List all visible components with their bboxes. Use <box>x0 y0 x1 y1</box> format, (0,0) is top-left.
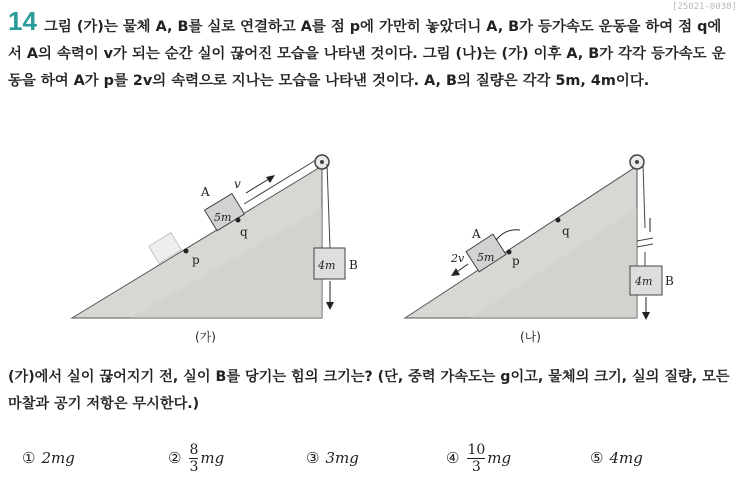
point-p-right-dot <box>507 250 512 255</box>
cut-mark-2 <box>637 244 653 247</box>
arrow-b-right-head <box>642 312 650 320</box>
block-b-right-mass: 4m <box>635 275 653 288</box>
question-number: 14 <box>8 6 37 36</box>
velocity-arrow-right-head <box>451 268 460 276</box>
answer-choices <box>0 438 743 478</box>
string-vertical-left <box>327 164 330 248</box>
block-b-left-label: B <box>349 258 358 272</box>
choice-1-mark: ① <box>22 449 36 467</box>
block-a-left-mass: 5m <box>214 211 232 224</box>
question-text: (가)에서 실이 끊어지기 전, 실이 B를 당기는 힘의 크기는? (단, 중력 가속도는 g이고, 물체의 크기, 실의 질량, 모든 마찰과 공기 저항은 무시한다.) <box>8 369 730 412</box>
problem-stem <box>8 14 733 95</box>
velocity-right-label: 2v <box>451 252 465 265</box>
point-q-left-label: q <box>240 225 248 239</box>
block-b-right-label: B <box>665 274 674 288</box>
choice-5-text: 4mg <box>609 449 643 467</box>
point-p-right-label: p <box>512 254 520 268</box>
point-q-right-dot <box>556 218 561 223</box>
choice-4-unit: mg <box>487 449 512 467</box>
velocity-arrow-left-head <box>266 175 275 183</box>
caption-right: (나) <box>520 330 541 344</box>
choice-4[interactable] <box>446 438 511 478</box>
choice-1-text: 2mg <box>41 449 75 467</box>
choice-5[interactable] <box>590 438 643 478</box>
choice-4-denominator: 3 <box>471 458 481 475</box>
block-a-right-label: A <box>472 227 481 241</box>
pulley-right-axle <box>635 160 639 164</box>
caption-left: (가) <box>195 330 216 344</box>
pulley-left-axle <box>320 160 324 164</box>
choice-4-fraction <box>467 442 485 475</box>
choice-3[interactable] <box>306 438 359 478</box>
cut-mark-1 <box>637 238 653 241</box>
figure <box>0 148 743 348</box>
point-q-right-label: q <box>562 224 570 238</box>
reference-code: [25021-0038] <box>671 2 737 12</box>
curved-mark-right <box>496 230 520 240</box>
figure-svg <box>0 148 743 348</box>
block-b-left-mass: 4m <box>318 259 336 272</box>
choice-1[interactable] <box>22 438 75 478</box>
choice-4-mark: ④ <box>446 449 460 467</box>
velocity-left-label: v <box>234 177 241 191</box>
choice-3-mark: ③ <box>306 449 320 467</box>
choice-3-text: 3mg <box>325 449 359 467</box>
diagram-right <box>405 155 674 344</box>
choice-2-fraction <box>189 442 198 475</box>
block-a-left-label: A <box>201 185 210 199</box>
choice-2-mark: ② <box>168 449 182 467</box>
stem-text: 그림 (가)는 물체 A, B를 실로 연결하고 A를 점 p에 가만히 놓았더니 A, B가 등가속도 운동을 하여 점 q에서 A의 속력이 v가 되는 순간 실이 끊어진 모습을 나타낸 것이다. 그림 (나)는 (가) 이후 A, B가 각각 등가속도 운동을 하여 A가 p를 2v의 속력으로 지나는 모습을 나타낸 것이다. A, B의 질량은 각각 5m, 4m이다. <box>8 19 726 89</box>
choice-5-mark: ⑤ <box>590 449 604 467</box>
point-p-left-label: p <box>192 253 200 267</box>
arrow-b-left-head <box>326 302 334 310</box>
choice-2-numerator: 8 <box>189 441 199 458</box>
choice-2[interactable] <box>168 438 224 478</box>
choice-4-numerator: 10 <box>467 441 486 458</box>
point-q-left-dot <box>236 218 241 223</box>
diagram-left <box>72 155 358 344</box>
string-vertical-right-top <box>643 164 645 228</box>
point-p-left-dot <box>184 249 189 254</box>
choice-2-denominator: 3 <box>189 458 199 475</box>
block-a-right-mass: 5m <box>477 251 495 264</box>
choice-2-unit: mg <box>200 449 225 467</box>
